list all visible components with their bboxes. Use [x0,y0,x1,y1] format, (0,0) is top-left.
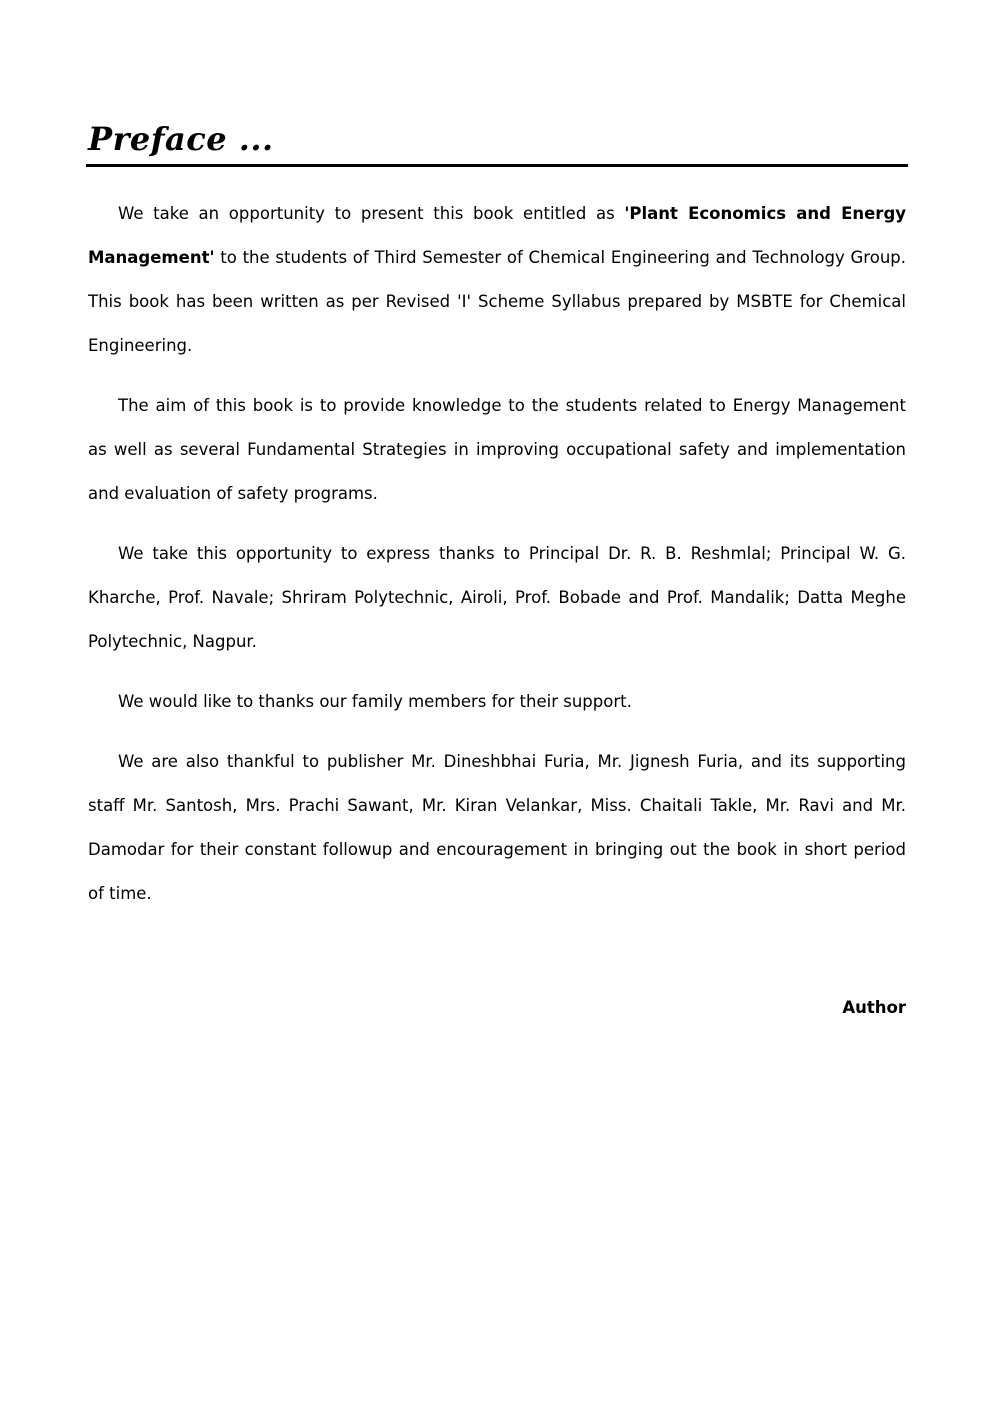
intro-suffix: to the students of Third Semester of Chemical Engineering and Technology Group. This book has been written as per Revised 'I' Scheme Syllabus prepared by MSBTE for Chemical Engineering. [88,248,906,355]
paragraph-thanks-family: We would like to thanks our family members for their support. [118,692,632,711]
paragraph-thanks-publisher: We are also thankful to publisher Mr. Dineshbhai Furia, Mr. Jignesh Furia, and its supporting staff Mr. Santosh, Mrs. Prachi Sawant, Mr. Kiran Velankar, Miss. Chaitali Takle, Mr. Ravi and Mr. Damodar for their constant followup and encouragement in bringing out the book in short period of time. [88,752,906,903]
paragraph-thanks-principals: We take this opportunity to express thanks to Principal Dr. R. B. Reshmlal; Principal W. G. Kharche, Prof. Navale; Shriram Polytechnic, Airoli, Prof. Bobade and Prof. Mandalik; Datta Meghe Polytechnic, Nagpur. [88,544,906,651]
intro-prefix: We take an opportunity to present this book entitled as [118,204,625,223]
paragraph-aim: The aim of this book is to provide knowledge to the students related to Energy Management as well as several Fundamental Strategies in improving occupational safety and implementation and evaluation of safety programs. [88,396,906,503]
paragraph-intro [88,192,906,368]
author-signature: Author [842,998,906,1017]
page-title: Preface ... [88,120,274,158]
book-title: 'Plant Economics and Energy Management' [88,204,907,267]
preface-body [88,192,906,932]
heading-rule [86,164,908,167]
